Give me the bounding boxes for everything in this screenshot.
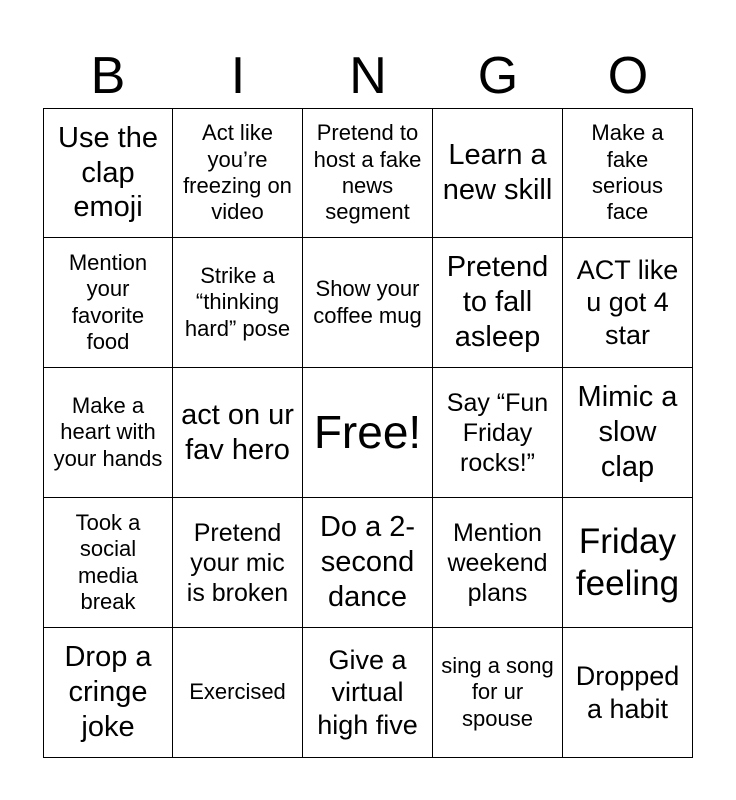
bingo-cell[interactable] <box>173 368 303 498</box>
cell-text: Pretend to host a fake news segment <box>313 120 422 225</box>
bingo-cell[interactable] <box>303 238 433 368</box>
header-letter-o: O <box>607 47 649 105</box>
free-space-cell[interactable] <box>303 368 433 498</box>
bingo-cell[interactable] <box>433 368 563 498</box>
bingo-cell[interactable] <box>433 238 563 368</box>
bingo-board <box>43 108 693 758</box>
bingo-cell[interactable] <box>303 628 433 758</box>
header-letter-g: G <box>477 47 519 105</box>
cell-text: Do a 2-second dance <box>319 511 416 613</box>
cell-text: Use the clap emoji <box>58 121 158 224</box>
cell-text: Act like you’re freezing on video <box>183 120 292 225</box>
bingo-cell[interactable] <box>563 628 693 758</box>
bingo-cell[interactable] <box>43 498 173 628</box>
cell-text: Free! <box>313 405 422 458</box>
bingo-cell[interactable] <box>563 498 693 628</box>
cell-text: Make a heart with your hands <box>53 392 163 471</box>
bingo-cell[interactable] <box>43 238 173 368</box>
bingo-cell[interactable] <box>173 498 303 628</box>
bingo-cell[interactable] <box>43 368 173 498</box>
header-letter-n: N <box>349 47 387 105</box>
cell-text: Mention your favorite food <box>68 249 148 354</box>
cell-text: Drop a cringe joke <box>64 641 152 743</box>
bingo-cell[interactable] <box>563 238 693 368</box>
cell-text: Exercised <box>189 679 286 705</box>
cell-text: Say “Fun Friday rocks!” <box>446 388 549 477</box>
header-letter-b: B <box>90 47 126 105</box>
bingo-cell[interactable] <box>173 628 303 758</box>
bingo-cell[interactable] <box>563 368 693 498</box>
cell-text: Pretend your mic is broken <box>186 518 289 607</box>
cell-text: Friday feeling <box>575 521 680 603</box>
bingo-cell[interactable] <box>433 108 563 238</box>
cell-text: sing a song for ur spouse <box>441 652 554 731</box>
cell-text: Strike a “thinking hard” pose <box>184 262 291 341</box>
cell-text: Make a fake serious face <box>591 120 664 225</box>
cell-text: Show your coffee mug <box>313 276 422 328</box>
bingo-cell[interactable] <box>43 628 173 758</box>
cell-text: Pretend to fall asleep <box>446 251 549 353</box>
cell-text: Give a virtual high five <box>317 644 418 740</box>
bingo-cell[interactable] <box>43 108 173 238</box>
bingo-cell[interactable] <box>303 108 433 238</box>
cell-text: Mimic a slow clap <box>577 381 678 483</box>
cell-text: ACT like u got 4 star <box>576 254 679 350</box>
bingo-cell[interactable] <box>563 108 693 238</box>
cell-text: Took a social media break <box>75 509 141 614</box>
cell-text: Mention weekend plans <box>447 518 548 607</box>
bingo-cell[interactable] <box>433 628 563 758</box>
bingo-cell[interactable] <box>433 498 563 628</box>
cell-text: Dropped a habit <box>575 661 680 724</box>
bingo-header <box>43 40 693 108</box>
bingo-cell[interactable] <box>173 108 303 238</box>
cell-text: Learn a new skill <box>442 139 553 206</box>
cell-text: act on ur fav hero <box>181 398 294 466</box>
bingo-cell[interactable] <box>303 498 433 628</box>
header-letter-i: I <box>230 47 246 105</box>
bingo-cell[interactable] <box>173 238 303 368</box>
